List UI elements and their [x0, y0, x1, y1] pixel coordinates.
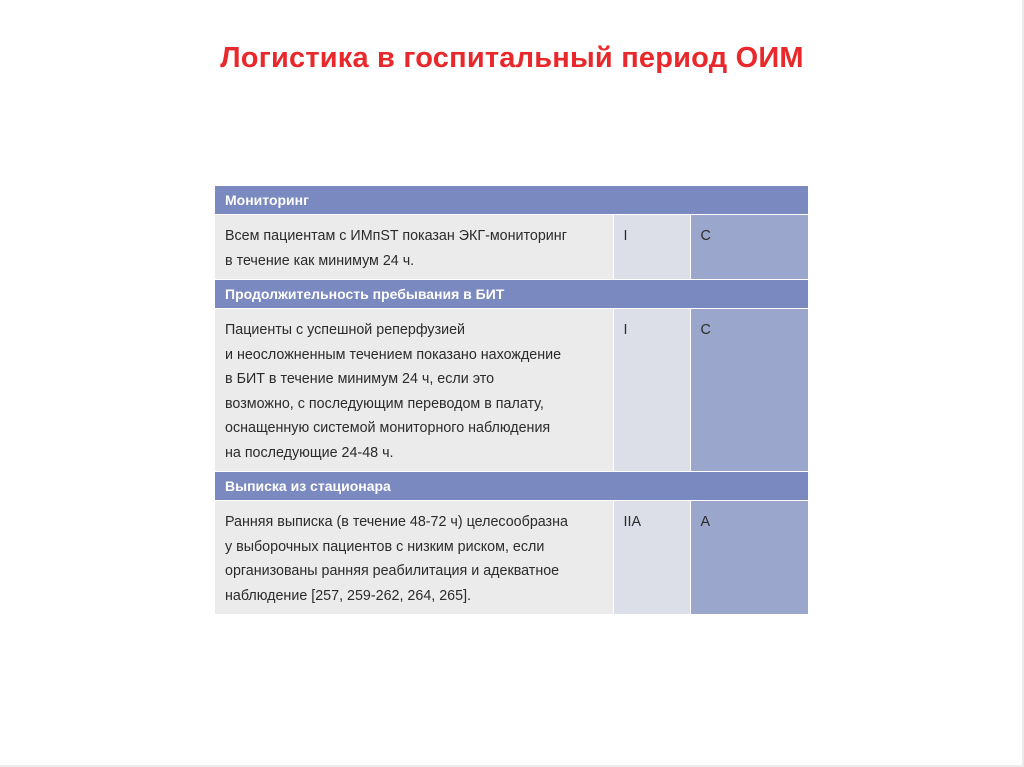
recommendation-class: I: [613, 309, 690, 472]
recommendations-table: [215, 186, 808, 615]
section-header-row: [215, 472, 808, 501]
evidence-level: A: [690, 501, 808, 615]
text-line: Всем пациентам с ИМпST показан ЭКГ-мониторинг: [225, 228, 567, 244]
section-header-row: [215, 186, 808, 215]
evidence-level: C: [690, 215, 808, 280]
recommendation-text: [215, 215, 613, 280]
text-line: наблюдение [257, 259-262, 264, 265].: [225, 587, 472, 604]
recommendation-text: [215, 309, 613, 472]
text-line: оснащенную системой мониторного наблюдения: [225, 420, 551, 436]
recommendation-row: [215, 215, 808, 280]
recommendation-class: I: [613, 215, 690, 280]
text-line: Пациенты с успешной реперфузией: [225, 322, 466, 338]
recommendation-class: IIA: [613, 501, 690, 615]
recommendation-row: [215, 501, 808, 615]
text-line: и неосложненным течением показано нахождение: [225, 346, 562, 363]
text-line: в БИТ в течение минимум 24 ч, если это: [225, 371, 495, 387]
section-header-discharge: Выписка из стационара: [215, 472, 808, 501]
text-line: возможно, с последующим переводом в палату,: [225, 395, 544, 412]
text-line: в течение как минимум 24 ч.: [225, 252, 415, 269]
text-line: организованы ранняя реабилитация и адекватное: [225, 563, 560, 579]
text-line: Ранняя выписка (в течение 48-72 ч) целесообразна: [225, 514, 568, 530]
page-title: Логистика в госпитальный период ОИМ: [220, 42, 804, 74]
text-line: у выборочных пациентов с низким риском, если: [225, 538, 545, 555]
section-header-row: [215, 280, 808, 309]
recommendation-text: [215, 501, 613, 615]
text-line: на последующие 24-48 ч.: [225, 444, 394, 461]
evidence-level: C: [690, 309, 808, 472]
section-header-monitoring: Мониторинг: [215, 186, 808, 215]
recommendation-row: [215, 309, 808, 472]
section-header-icu-stay: Продолжительность пребывания в БИТ: [215, 280, 808, 309]
